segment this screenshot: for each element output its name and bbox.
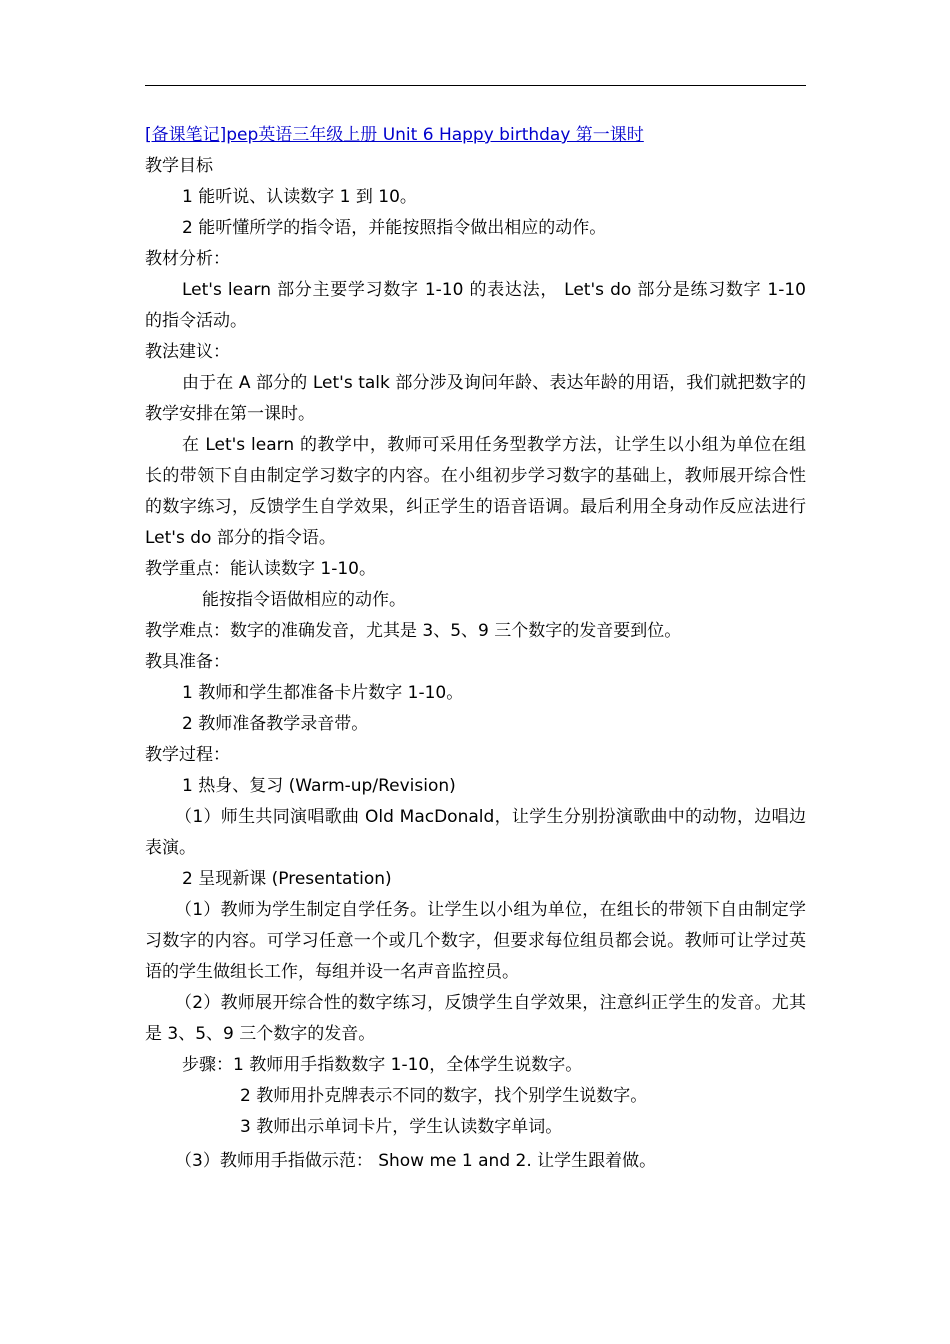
- process-heading: 教学过程：: [145, 745, 230, 765]
- analysis-paragraph: Let's learn 部分主要学习数字 1-10 的表达法， Let's do 部分是练习数字 1-10 的指令活动。: [145, 280, 806, 331]
- key-points-line: 教学重点：能认读数字 1-10。: [145, 559, 376, 579]
- procedure-3: 3 教师出示单词卡片，学生认读数字单词。: [240, 1117, 563, 1137]
- step-2-paragraph-2: （2）教师展开综合性的数字练习，反馈学生自学效果，注意纠正学生的发音。尤其是 3、5、9 三个数字的发音。: [145, 993, 806, 1044]
- step-2-paragraph-1: （1）教师为学生制定自学任务。让学生以小组为单位，在组长的带领下自由制定学习数字的内容。可学习任意一个或几个数字，但要求每位组员都会说。教师可让学过英语的学生做组长工作，每组并设一名声音监控员。: [145, 900, 806, 982]
- header-rule: [145, 85, 806, 86]
- step-1-paragraph: （1）师生共同演唱歌曲 Old MacDonald，让学生分别扮演歌曲中的动物，边唱边表演。: [145, 807, 806, 858]
- objectives-heading: 教学目标: [145, 156, 213, 176]
- suggestion-paragraph-1: 由于在 A 部分的 Let's talk 部分涉及询问年龄、表达年龄的用语，我们就把数字的教学安排在第一课时。: [145, 373, 806, 424]
- procedure-1: 步骤：1 教师用手指数数字 1-10，全体学生说数字。: [182, 1055, 583, 1075]
- step-2-paragraph-3: （3）教师用手指做示范： Show me 1 and 2. 让学生跟着做。: [175, 1151, 657, 1171]
- difficulty-line: 教学难点：数字的准确发音，尤其是 3、5、9 三个数字的发音要到位。: [145, 621, 682, 641]
- step-1-heading: 1 热身、复习 (Warm-up/Revision): [182, 776, 456, 796]
- objective-1: 1 能听说、认读数字 1 到 10。: [182, 187, 417, 207]
- suggestion-paragraph-2: 在 Let's learn 的教学中，教师可采用任务型教学方法，让学生以小组为单位在组长的带领下自由制定学习数字的内容。在小组初步学习数字的基础上，教师展开综合性的数字练习，反馈学生自学效果，纠正学生的语音语调。最后利用全身动作反应法进行 Let's do 部分的指令语。: [145, 435, 806, 548]
- document-title-link[interactable]: [备课笔记]pep英语三年级上册 Unit 6 Happy birthday 第一课时: [145, 125, 644, 145]
- suggestion-heading: 教法建议：: [145, 342, 230, 362]
- key-points-continued: 能按指令语做相应的动作。: [202, 590, 406, 610]
- material-2: 2 教师准备教学录音带。: [182, 714, 369, 734]
- materials-heading: 教具准备：: [145, 652, 230, 672]
- document-title-row: [145, 120, 806, 151]
- procedure-2: 2 教师用扑克牌表示不同的数字，找个别学生说数字。: [240, 1086, 648, 1106]
- objective-2: 2 能听懂所学的指令语，并能按照指令做出相应的动作。: [182, 218, 607, 238]
- step-2-heading: 2 呈现新课 (Presentation): [182, 869, 392, 889]
- analysis-heading: 教材分析：: [145, 249, 230, 269]
- document-body: [145, 120, 806, 1177]
- material-1: 1 教师和学生都准备卡片数字 1-10。: [182, 683, 464, 703]
